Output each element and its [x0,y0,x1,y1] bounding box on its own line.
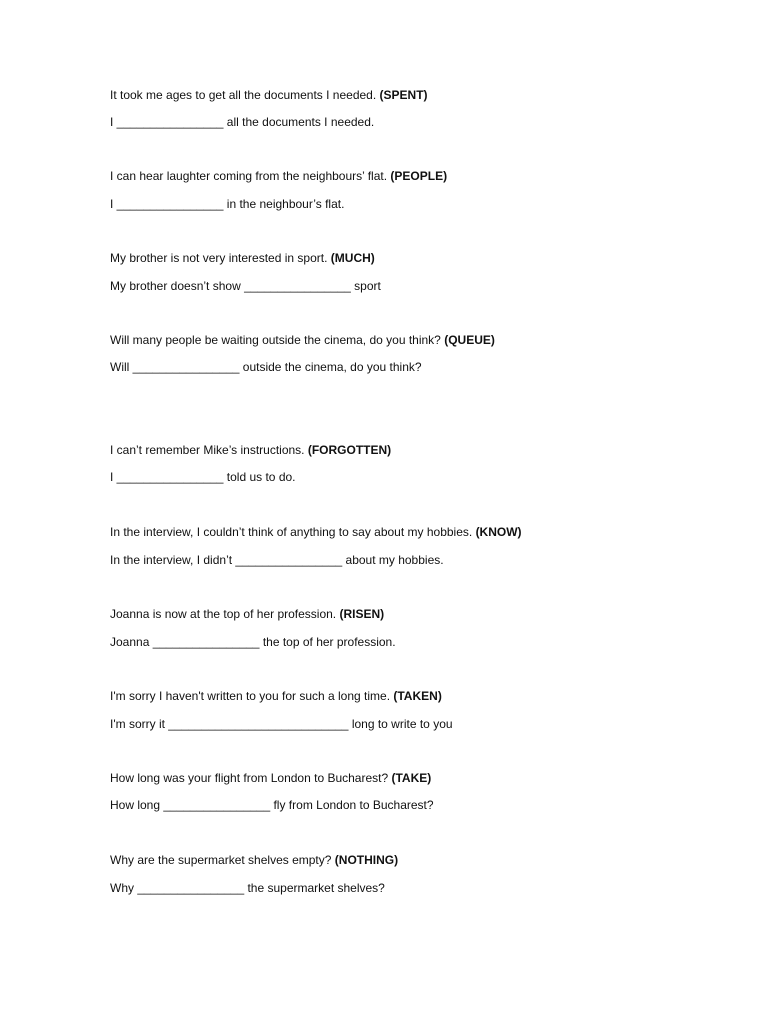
keyword: (PEOPLE) [390,169,448,183]
prompt-text: It took me ages to get all the documents I needed. [110,88,377,102]
exercise-4-prompt [110,332,495,348]
keyword: (RISEN) [339,607,385,621]
exercise-3-prompt [110,250,375,266]
prompt-text: Will many people be waiting outside the cinema, do you think? [110,333,441,347]
keyword: (TAKEN) [393,689,442,703]
exercise-9-answer: How long ________________ fly from London to Bucharest? [110,798,434,812]
exercise-8-prompt [110,688,442,704]
exercise-8-answer: I'm sorry it ___________________________ long to write to you [110,717,453,731]
prompt-text: Why are the supermarket shelves empty? [110,853,332,867]
exercise-2-prompt [110,168,447,184]
keyword: (SPENT) [379,88,428,102]
exercise-10-answer: Why ________________ the supermarket shelves? [110,881,385,895]
exercise-5-answer: I ________________ told us to do. [110,470,296,484]
prompt-text: In the interview, I couldn’t think of anything to say about my hobbies. [110,525,473,539]
prompt-text: I can’t remember Mike’s instructions. [110,443,305,457]
exercise-7-prompt [110,606,384,622]
exercise-5-prompt [110,442,391,458]
keyword: (NOTHING) [334,853,399,867]
exercise-6-prompt [110,524,522,540]
prompt-text: I'm sorry I haven't written to you for such a long time. [110,689,391,703]
exercise-9-prompt [110,770,431,786]
exercise-1-prompt [110,87,428,103]
keyword: (TAKE) [391,771,432,785]
keyword: (KNOW) [475,525,522,539]
exercise-4-answer: Will ________________ outside the cinema, do you think? [110,360,422,374]
prompt-text: My brother is not very interested in sport. [110,251,328,265]
prompt-text: How long was your flight from London to Bucharest? [110,771,389,785]
exercise-7-answer: Joanna ________________ the top of her profession. [110,635,396,649]
exercise-2-answer: I ________________ in the neighbour’s flat. [110,197,345,211]
exercise-10-prompt [110,852,398,868]
keyword: (FORGOTTEN) [307,443,392,457]
prompt-text: Joanna is now at the top of her profession. [110,607,337,621]
keyword: (MUCH) [330,251,375,265]
exercise-1-answer: I ________________ all the documents I needed. [110,115,375,129]
keyword: (QUEUE) [444,333,495,347]
exercise-3-answer: My brother doesn’t show ________________ sport [110,279,381,293]
exercise-6-answer: In the interview, I didn’t ________________ about my hobbies. [110,553,444,567]
prompt-text: I can hear laughter coming from the neighbours’ flat. [110,169,388,183]
